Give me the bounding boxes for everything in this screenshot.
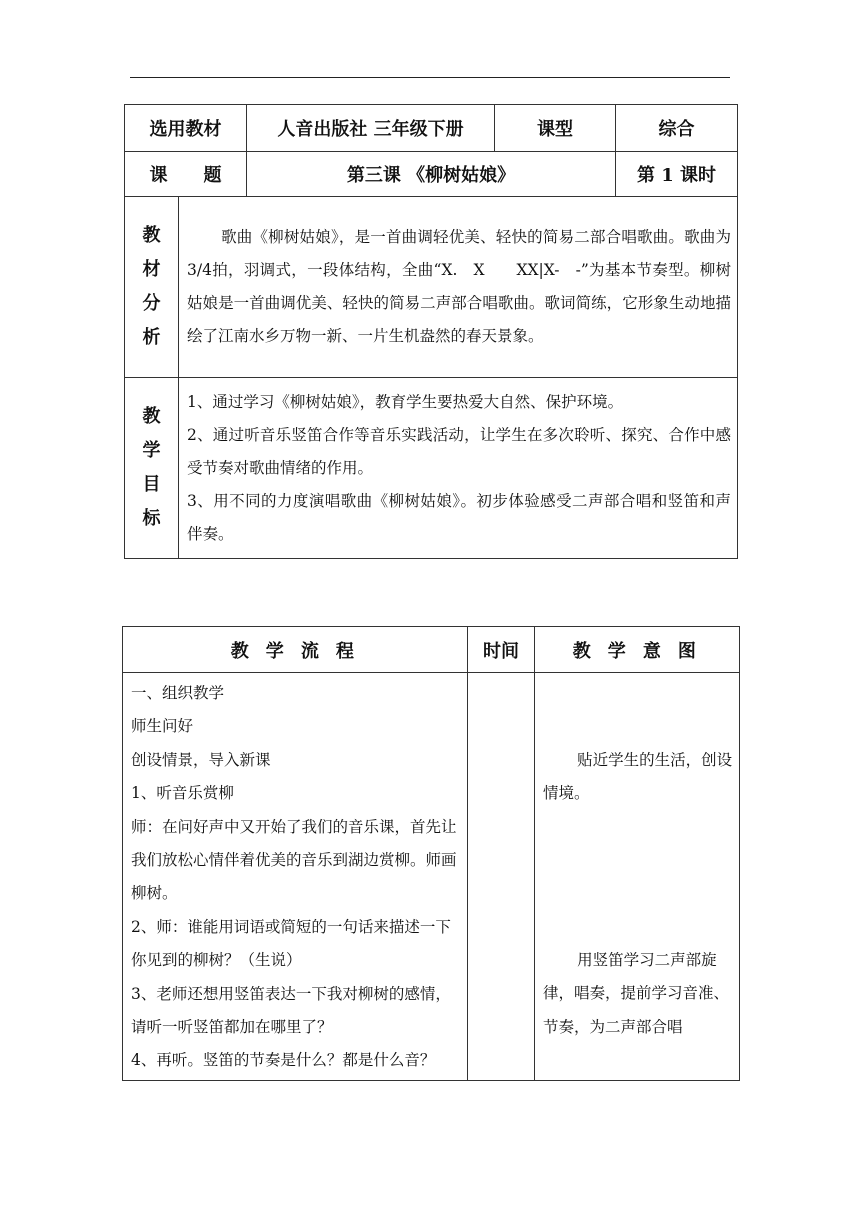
analysis-text: 歌曲《柳树姑娘》，是一首曲调轻优美、轻快的简易二部合唱歌曲。歌曲为3/4拍，羽调式，一段体结构，全曲“X. X XX|X- -”为基本节奏型。柳树姑娘是一首曲调优美、轻快的简易二声部合唱歌曲。歌词简练，它形象生动地描绘了江南水乡万物一新、一片生机盎然的春天景象。 xyxy=(179,197,738,378)
lesson-info-table xyxy=(124,104,738,559)
topic-label: 课 题 xyxy=(125,152,247,197)
goal-item: 3、用不同的力度演唱歌曲《柳树姑娘》。初步体验感受二声部合唱和竖笛和声伴奏。 xyxy=(187,491,731,543)
flow-line: 1、听音乐赏柳 xyxy=(131,784,234,803)
flow-line: 创设情景，导入新课 xyxy=(131,750,271,769)
intent-note: 贴近学生的生活，创设情境。 xyxy=(543,751,733,803)
time-content xyxy=(468,673,535,1081)
analysis-label: 教 材 分 析 xyxy=(125,197,179,378)
flow-line: 师生问好 xyxy=(131,717,194,736)
period-value: 第 1 课时 xyxy=(616,152,738,197)
type-value: 综合 xyxy=(616,105,738,152)
flow-header: 教 学 流 程 xyxy=(123,627,468,673)
goals-text xyxy=(179,378,738,559)
goals-label: 教 学 目 标 xyxy=(125,378,179,559)
flow-line: 师：在问好声中又开始了我们的音乐课，首先让我们放松心情伴着优美的音乐到湖边赏柳。师画柳树。 xyxy=(131,817,457,903)
header-rule xyxy=(130,77,730,78)
material-label: 选用教材 xyxy=(125,105,247,152)
type-label: 课型 xyxy=(495,105,616,152)
material-value: 人音出版社 三年级下册 xyxy=(247,105,495,152)
flow-line: 2、师：谁能用词语或简短的一句话来描述一下你见到的柳树？（生说） xyxy=(131,917,451,970)
intent-header: 教 学 意 图 xyxy=(535,627,740,673)
flow-line: 4、再听。竖笛的节奏是什么？都是什么音？ xyxy=(131,1051,436,1070)
intent-content xyxy=(535,673,740,1081)
intent-note: 用竖笛学习二声部旋律，唱奏，提前学习音准、节奏，为二声部合唱 xyxy=(543,950,730,1036)
flow-line: 一、组织教学 xyxy=(131,684,225,702)
teaching-flow-table xyxy=(122,626,740,1081)
time-header: 时间 xyxy=(468,627,535,673)
goal-item: 1、通过学习《柳树姑娘》，教育学生要热爱大自然、保护环境。 xyxy=(187,392,624,411)
flow-line: 3、老师还想用竖笛表达一下我对柳树的感情，请听一听竖笛都加在哪里了？ xyxy=(131,984,451,1037)
flow-content xyxy=(123,673,468,1081)
topic-value: 第三课 《柳树姑娘》 xyxy=(247,152,616,197)
goal-item: 2、通过听音乐竖笛合作等音乐实践活动，让学生在多次聆听、探究、合作中感受节奏对歌曲情绪的作用。 xyxy=(187,425,731,477)
